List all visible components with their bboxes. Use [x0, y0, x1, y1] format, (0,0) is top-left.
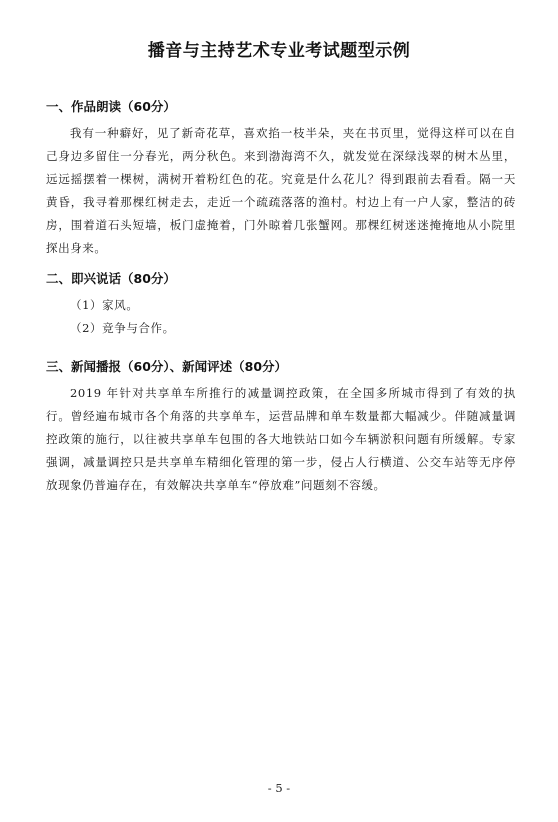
- section-heading-reading: 一、作品朗读（60分）: [46, 99, 176, 114]
- page-number: - 5 -: [267, 781, 291, 795]
- section-heading-news: 三、新闻播报（60分）、新闻评述（80分）: [46, 359, 288, 374]
- section-reading: [46, 98, 516, 260]
- section-impromptu-speech: [46, 270, 516, 340]
- topic-item: （2）竞争与合作。: [70, 321, 175, 335]
- reading-passage: 我有一种癖好，见了新奇花草，喜欢掐一枝半朵，夹在书页里，觉得这样可以在自己身边多留住一分春光，两分秋色。来到渤海湾不久，就发觉在深绿浅翠的树木丛里，远远摇摆着一棵树，满树开着粉红色的花。究竟是什么花儿？得到跟前去看看。隔一天黄昏，我寻着那棵红树走去，走近一个疏疏落落的渔村。村边上有一户人家，整洁的砖房，围着道石头短墙，板门虚掩着，门外晾着几张蟹网。那棵红树迷迷掩掩地从小院里探出身来。: [46, 126, 516, 255]
- news-passage: 2019 年针对共享单车所推行的减量调控政策，在全国多所城市得到了有效的执行。曾经遍布城市各个角落的共享单车，运营品牌和单车数量都大幅减少。伴随减量调控政策的施行，以往被共享单车包围的各大地铁站口如今车辆淤积问题有所缓解。专家强调，减量调控只是共享单车精细化管理的第一步，侵占人行横道、公交车站等无序停放现象仍普遍存在，有效解决共享单车“停放难”问题刻不容缓。: [46, 386, 516, 492]
- page-title: 播音与主持艺术专业考试题型示例: [147, 41, 411, 61]
- section-news: [46, 358, 516, 497]
- topic-item: （1）家风。: [70, 298, 139, 312]
- section-heading-impromptu: 二、即兴说话（80分）: [46, 271, 176, 286]
